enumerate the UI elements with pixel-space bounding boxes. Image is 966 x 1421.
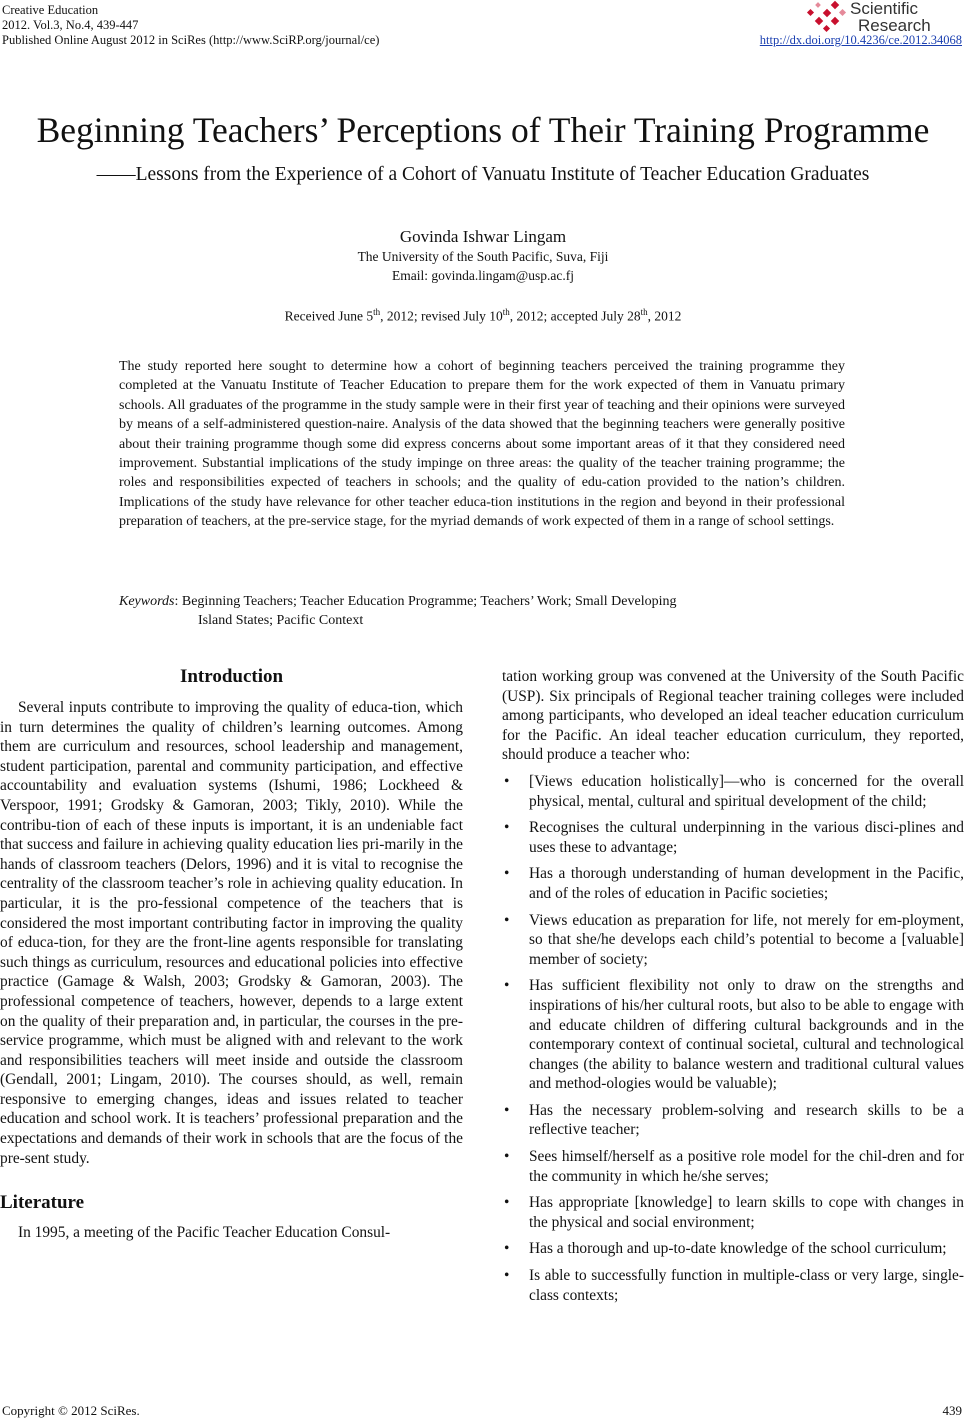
list-item: • Has a thorough understanding of human development in the Pacific, and of the roles of education in Pacific societies; <box>504 865 964 902</box>
received-dates: Received June 5th, 2012; revised July 10th, 2012; accepted July 28th, 2012 <box>284 307 682 324</box>
abstract: The study reported here sought to determine how a cohort of beginning teachers perceived the training programme they completed at the Vanuatu Institute of Teacher Education to prepare them for the work expected of them in Vanuatu primary schools. All graduates of the programme in the study sample were in their first year of teaching and their opinions were surveyed by means of a self-administered question-naire. Analysis of the data showed that the beginning teachers were generally positive about their training programme though some did express concerns about some important areas of it that they considered need improvement. Substantial implications of the study impinge on three areas: the quality of the teacher training programme; the roles and responsibilities expected of teachers in schools; and the quality of edu-cation provided to the nation’s children. Implications of the study have relevance for other teacher educa-tion institutions in the region and beyond in their professional preparation of teachers, at the pre-service stage, for the myriad demands of work expected of them in a range of school settings. <box>119 359 845 530</box>
journal-name: Creative Education <box>2 3 99 17</box>
bullet-icon: • <box>504 1148 510 1166</box>
bullet-icon: • <box>504 911 510 929</box>
list-item: • Is able to successfully function in multiple-class or very large, single-class contexts; <box>504 1267 964 1304</box>
list-item: • Views education as preparation for life, not merely for em-ployment, so that she/he develops each child’s potential to become a [valuable] member of society; <box>504 911 964 968</box>
right-column <box>502 667 964 1312</box>
list-item: • Recognises the cultural underpinning in the various disci-plines and uses these to advantage; <box>504 819 964 856</box>
list-item: • Has sufficient flexibility not only to draw on the strengths and inspirations of his/her cultural roots, but also to be able to engage with and educate children of differing cultural backgrounds and in the contemporary context of continual societal, cultural and technological changes (the ability to balance western and traditional cultural values and method-ologies would be valuable); <box>504 977 964 1093</box>
published-online: Published Online August 2012 in SciRes (http://www.SciRP.org/journal/ce) <box>2 33 380 47</box>
author-email: Email: govinda.lingam@usp.ac.fj <box>392 268 574 283</box>
bullet-icon: • <box>504 819 510 837</box>
scientific-research-logo <box>802 0 962 40</box>
paper-title: Beginning Teachers’ Perceptions of Their Training Programme <box>36 110 930 150</box>
doi-link[interactable]: http://dx.doi.org/10.4236/ce.2012.34068 <box>759 33 962 47</box>
list-item: • [Views education holistically]—who is concerned for the overall physical, mental, cultural and spiritual development of the child; <box>504 772 964 810</box>
footer-copyright: Copyright © 2012 SciRes. <box>2 1403 140 1418</box>
logo-diamond-icon <box>802 0 848 34</box>
literature-continued-paragraph: tation working group was convened at the University of the South Pacific (USP). Six principals of Regional teacher training colleges were included among participants, who developed an ideal teacher education curriculum for the Pacific. An ideal teacher education curriculum, they reported, should produce a teacher who: <box>502 668 964 764</box>
literature-paragraph: In 1995, a meeting of the Pacific Teacher Education Consul- <box>18 1224 391 1242</box>
keywords-line2: Island States; Pacific Context <box>198 613 364 628</box>
introduction-heading: Introduction <box>179 666 284 687</box>
keywords-line1: : Beginning Teachers; Teacher Education Programme; Teachers’ Work; Small Developing <box>174 594 677 609</box>
paper-subtitle: ——Lessons from the Experience of a Cohort of Vanuatu Institute of Teacher Education Graduates <box>96 164 870 185</box>
bullet-icon: • <box>504 772 510 790</box>
bullet-icon: • <box>504 977 510 995</box>
list-item: • Sees himself/herself as a positive role model for the chil-dren and for the community in which he/she serves; <box>504 1148 964 1185</box>
author-name: Govinda Ishwar Lingam <box>399 227 567 246</box>
keywords-label: Keywords <box>119 594 175 609</box>
bullet-icon: • <box>504 1194 510 1212</box>
introduction-paragraph: Several inputs contribute to improving the quality of educa-tion, which in turn determines the quality of children’s learning outcomes. Among them are curriculum and resources, school leadership and management, student participation, parental and community participation, and effective accountability and evaluation systems (Ishumi, 1986; Lockheed & Verspoor, 1991; Grodsky & Gamoran, 2003; Tikly, 2010). While the contribu-tion of each of these inputs is important, it is an undeniable fact that success and failure in achieving quality education lies pri-marily in the hands of classroom teachers (Delors, 1996) and it is vital to recognise the centrality of the classroom teacher’s role in achieving quality education. In particular, it is the pro-fessional competence of the teachers that is considered the most important contributing factor in improving the quality of educa-tion, for they are the front-line agents responsible for translating such things as curriculum, resources and educational policies into effective practice (Gamage & Walsh, 2003; Grodsky & Gamoran, 2003). The professional competence of teachers, however, depends to a large extent on the quality of their preparation and, in particular, the courses in the pre-service programme, which must be aligned with and relevant to the work and responsibilities teachers will meet inside and outside the classroom (Gendall, 2001; Lingam, 2010). The courses should, as well, remain responsive to emerging changes, ideas and issues related to teacher education and school work. It is teachers’ professional preparation and the expectations and demands of their work in schools that are the focus of the pre-sent study. <box>0 699 463 1167</box>
keywords <box>119 592 845 630</box>
literature-heading: Literature <box>0 1192 85 1214</box>
page-number: 439 <box>942 1403 962 1418</box>
bullet-icon: • <box>504 865 510 883</box>
list-item: • Has appropriate [knowledge] to learn skills to cope with changes in the physical and social environment; <box>504 1194 964 1231</box>
bullet-icon: • <box>504 1240 510 1258</box>
ideal-teacher-list <box>502 772 964 1305</box>
journal-header <box>2 3 379 48</box>
journal-volume: 2012. Vol.3, No.4, 439-447 <box>2 18 139 32</box>
bullet-icon: • <box>504 1101 510 1119</box>
logo-text: Scientific Research <box>850 0 931 35</box>
bullet-icon: • <box>504 1267 510 1285</box>
author-affiliation: The University of the South Pacific, Suva, Fiji <box>357 249 609 264</box>
list-item: • Has a thorough and up-to-date knowledge of the school curriculum; <box>504 1240 947 1258</box>
left-column <box>0 665 463 1243</box>
list-item: • Has the necessary problem-solving and research skills to be a reflective teacher; <box>504 1101 964 1139</box>
